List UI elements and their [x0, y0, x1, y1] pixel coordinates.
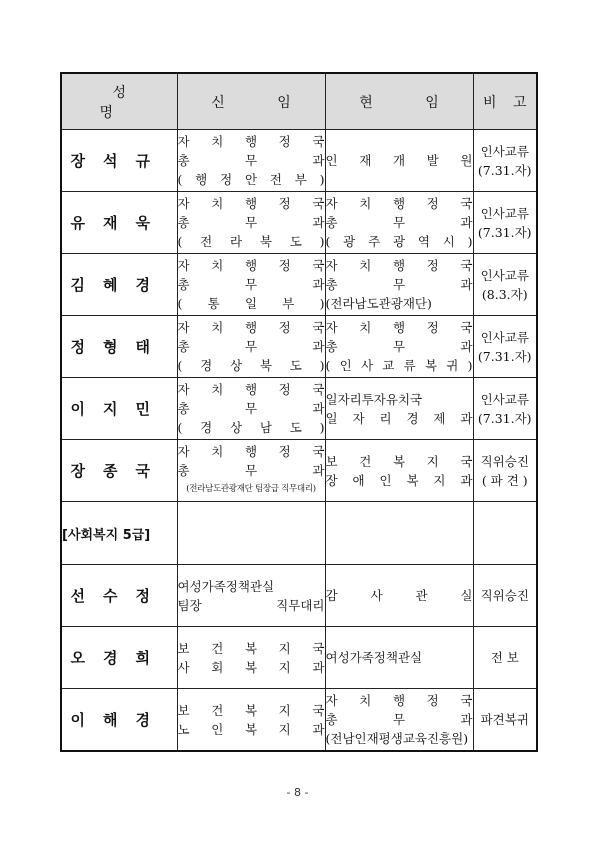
table-header-row — [61, 73, 537, 130]
note-line: 직위승진 — [480, 453, 529, 469]
note-cell — [473, 627, 537, 689]
section-label: [사회복지 5급] — [61, 502, 177, 565]
post-line: 총 무 과 — [325, 712, 473, 727]
person-name: 장종국 — [61, 440, 177, 502]
post-line: 일자리투자유치국 — [325, 391, 423, 407]
current-post-cell — [325, 316, 473, 378]
table-row — [61, 565, 537, 627]
note-cell — [473, 316, 537, 378]
new-post-cell — [177, 627, 325, 689]
empty-cell — [473, 502, 537, 565]
note-line: ( 파 견 ) — [481, 472, 528, 488]
post-line: 자 치 행 정 국 — [325, 320, 473, 335]
current-post-cell — [325, 440, 473, 502]
post-line: 인 재 개 발 원 — [325, 153, 473, 168]
post-line: ( 통 일 부 ) — [177, 296, 325, 311]
header-current-post: 현 임 — [325, 73, 473, 130]
person-name: 장석규 — [61, 130, 177, 192]
new-post-cell — [177, 440, 325, 502]
current-post-cell — [325, 565, 473, 627]
note-line: 전 보 — [490, 650, 519, 665]
header-note: 비 고 — [473, 73, 537, 130]
post-line: 자 치 행 정 국 — [177, 382, 325, 397]
post-line: 총 무 과 — [177, 401, 325, 416]
post-line: 자 치 행 정 국 — [325, 196, 473, 211]
post-line: ( 경 상 남 도 ) — [177, 420, 325, 435]
post-line: 총 무 과 — [325, 215, 473, 230]
current-post-cell — [325, 627, 473, 689]
current-post-cell — [325, 192, 473, 254]
header-name: 성 명 — [61, 73, 177, 130]
header-new-post: 신 임 — [177, 73, 325, 130]
post-line: 자 치 행 정 국 — [177, 444, 325, 459]
post-line: ( 인 사 교 류 복 귀 ) — [325, 358, 473, 373]
post-line: 여성가족정책관실 — [177, 578, 275, 594]
current-post-cell — [325, 130, 473, 192]
post-line: 장 애 인 복 지 과 — [325, 472, 473, 488]
post-line: 자 치 행 정 국 — [325, 258, 473, 273]
post-line: 총 무 과 — [177, 277, 325, 292]
new-post-cell — [177, 254, 325, 316]
table-row — [61, 254, 537, 316]
table-row — [61, 689, 537, 752]
post-line: 총 무 과 — [177, 215, 325, 230]
note-line: (7.31.자) — [477, 224, 532, 240]
current-post-cell — [325, 689, 473, 752]
person-name: 이해경 — [61, 689, 177, 752]
person-name: 오경희 — [61, 627, 177, 689]
person-name: 이지민 — [61, 378, 177, 440]
note-line: 인사교류 — [480, 391, 529, 407]
post-line: 총 무 과 — [325, 339, 473, 354]
post-line: 보 건 복 지 국 — [325, 453, 473, 469]
note-cell — [473, 565, 537, 627]
post-line: 총 무 과 — [177, 463, 325, 478]
table-row — [61, 316, 537, 378]
post-line: 노 인 복 지 과 — [177, 721, 325, 737]
new-post-cell — [177, 565, 325, 627]
note-cell — [473, 254, 537, 316]
table-row — [61, 130, 537, 192]
post-line: ( 전 라 북 도 ) — [177, 234, 325, 249]
new-post-cell — [177, 689, 325, 752]
post-line: 일 자 리 경 제 과 — [325, 410, 473, 426]
note-cell — [473, 440, 537, 502]
table-row — [61, 378, 537, 440]
table-row — [61, 440, 537, 502]
table-row — [61, 192, 537, 254]
post-line: 총 무 과 — [177, 153, 325, 168]
post-line: 자 치 행 정 국 — [325, 693, 473, 708]
post-line: (전라남도관광재단) — [325, 296, 432, 311]
person-name: 유재욱 — [61, 192, 177, 254]
post-line: 감 사 관 실 — [325, 588, 473, 603]
note-cell — [473, 130, 537, 192]
note-line: 직위승진 — [480, 588, 529, 603]
section-row — [61, 502, 537, 565]
note-cell — [473, 378, 537, 440]
table-row — [61, 627, 537, 689]
post-line: (전라남도관광재단 팀장급 직무대리) — [186, 484, 316, 494]
new-post-cell — [177, 378, 325, 440]
personnel-table — [60, 72, 538, 752]
note-cell — [473, 689, 537, 752]
current-post-cell — [325, 254, 473, 316]
note-line: (7.31.자) — [477, 162, 532, 178]
note-line: (7.31.자) — [477, 410, 532, 426]
person-name: 선수정 — [61, 565, 177, 627]
post-line: 자 치 행 정 국 — [177, 258, 325, 273]
new-post-cell — [177, 130, 325, 192]
note-line: 인사교류 — [480, 267, 529, 283]
page-number: - 8 - — [286, 786, 309, 799]
post-line: ( 광 주 광 역 시 ) — [325, 234, 473, 249]
post-line: ( 행 정 안 전 부 ) — [177, 172, 325, 187]
note-line: (7.31.자) — [477, 348, 532, 364]
post-line: 총 무 과 — [325, 277, 473, 292]
empty-cell — [325, 502, 473, 565]
person-name: 김혜경 — [61, 254, 177, 316]
note-line: 인사교류 — [480, 205, 529, 221]
new-post-cell — [177, 316, 325, 378]
note-line: (8.3.자) — [481, 286, 528, 302]
post-line: 자 치 행 정 국 — [177, 196, 325, 211]
post-line: 보 건 복 지 국 — [177, 640, 325, 656]
current-post-cell — [325, 378, 473, 440]
note-cell — [473, 192, 537, 254]
post-line: (전남인재평생교육진흥원) — [325, 731, 469, 746]
person-name: 정형태 — [61, 316, 177, 378]
post-line: 자 치 행 정 국 — [177, 320, 325, 335]
new-post-cell — [177, 192, 325, 254]
note-line: 인사교류 — [480, 329, 529, 345]
note-line: 인사교류 — [480, 143, 529, 159]
post-line: 팀장 직무대리 — [177, 597, 325, 613]
post-line: 총 무 과 — [177, 339, 325, 354]
note-line: 파견복귀 — [480, 712, 529, 727]
post-line: 여성가족정책관실 — [325, 650, 423, 665]
empty-cell — [177, 502, 325, 565]
post-line: 보 건 복 지 국 — [177, 702, 325, 718]
post-line: ( 경 상 북 도 ) — [177, 358, 325, 373]
post-line: 자 치 행 정 국 — [177, 134, 325, 149]
post-line: 사 회 복 지 과 — [177, 659, 325, 675]
